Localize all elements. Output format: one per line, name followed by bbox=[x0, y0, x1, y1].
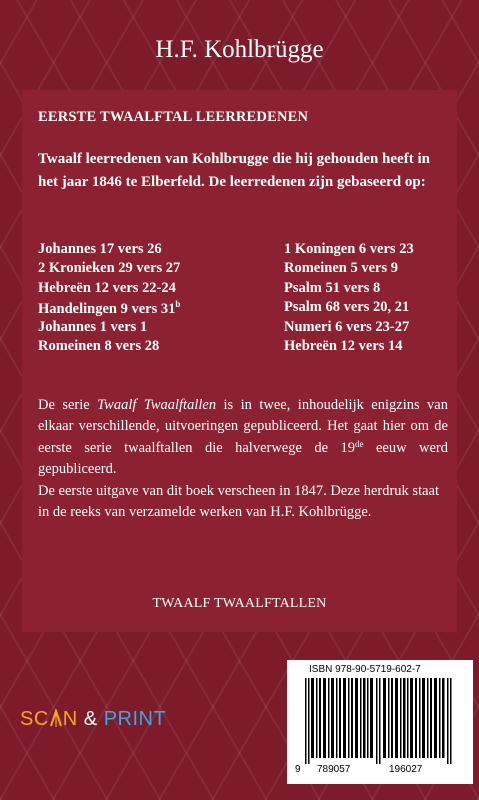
description-text: De serie bbox=[38, 397, 98, 413]
reference-row bbox=[38, 241, 448, 260]
ordinal-superscript: de bbox=[355, 438, 364, 449]
reference-left: Hebreën 12 vers 22-24 bbox=[38, 279, 176, 296]
reference-left: Romeinen 8 vers 28 bbox=[38, 337, 160, 354]
reference-left-text: Handelingen 9 vers 31 bbox=[38, 301, 176, 317]
reference-right: Numeri 6 vers 23-27 bbox=[284, 318, 410, 335]
intro-text: Twaalf leerredenen van Kohlbrugge die hij gehouden heeft in het jaar 1846 te Elberfeld. De leerredenen zijn gebaseerd op: bbox=[38, 151, 430, 190]
description-text: is in twee, inhoudelijk enigzins van elkaar verschillende, uitvoeringen gepubliceerd. Het gaat hier om de eerste serie twaalftallen die halverwege de 19 bbox=[38, 397, 448, 456]
book-heading: EERSTE TWAALFTAL LEERREDENEN bbox=[38, 109, 309, 125]
logo-ampersand: & bbox=[77, 708, 104, 730]
description-paragraph-2: De eerste uitgave van dit boek verscheen in 1847. Deze herdruk staat in de reeks van verzamelde werken van H.F. Kohlbrügge. bbox=[38, 482, 440, 521]
reference-right: Psalm 51 vers 8 bbox=[284, 279, 381, 296]
logo-text-sc: SC bbox=[20, 708, 49, 730]
reference-left: Johannes 1 vers 1 bbox=[38, 318, 148, 335]
reference-row bbox=[38, 299, 448, 318]
reference-right: Romeinen 5 vers 9 bbox=[284, 260, 398, 277]
barcode-bars bbox=[295, 678, 467, 764]
reference-left: 2 Kronieken 29 vers 27 bbox=[38, 260, 181, 277]
logo-text-print: PRINT bbox=[103, 708, 167, 730]
reference-left: Johannes 17 vers 26 bbox=[38, 241, 162, 257]
logo-a-icon bbox=[49, 708, 63, 730]
series-description bbox=[38, 395, 448, 523]
logo-text-n: N bbox=[62, 708, 78, 730]
reference-row bbox=[38, 260, 448, 279]
reference-row bbox=[38, 280, 448, 299]
reference-right: Hebreën 12 vers 14 bbox=[284, 337, 403, 354]
reference-right: Psalm 68 vers 20, 21 bbox=[284, 299, 410, 316]
reference-row bbox=[38, 319, 448, 338]
reference-superscript: b bbox=[175, 299, 181, 310]
series-title: TWAALF TWAALFTALLEN bbox=[152, 596, 327, 611]
isbn-label: ISBN 978-90-5719-602-7 bbox=[309, 664, 421, 675]
author-name: H.F. Kohlbrügge bbox=[155, 36, 324, 63]
barcode-digit-group-1: 789057 bbox=[317, 764, 351, 775]
barcode-digit-group-2: 196027 bbox=[389, 764, 423, 775]
description-paragraph-1 bbox=[38, 395, 448, 481]
publisher-logo bbox=[20, 708, 166, 731]
barcode-digit-first: 9 bbox=[295, 764, 301, 775]
scripture-reference-list bbox=[38, 241, 448, 357]
series-name-italic: Twaalf Twaalftallen bbox=[97, 397, 217, 413]
reference-right: 1 Koningen 6 vers 23 bbox=[284, 241, 414, 257]
reference-row bbox=[38, 338, 448, 357]
description-text: eeuw werd gepubliceerd. bbox=[38, 439, 448, 478]
isbn-barcode bbox=[287, 660, 473, 784]
reference-left bbox=[38, 299, 180, 318]
